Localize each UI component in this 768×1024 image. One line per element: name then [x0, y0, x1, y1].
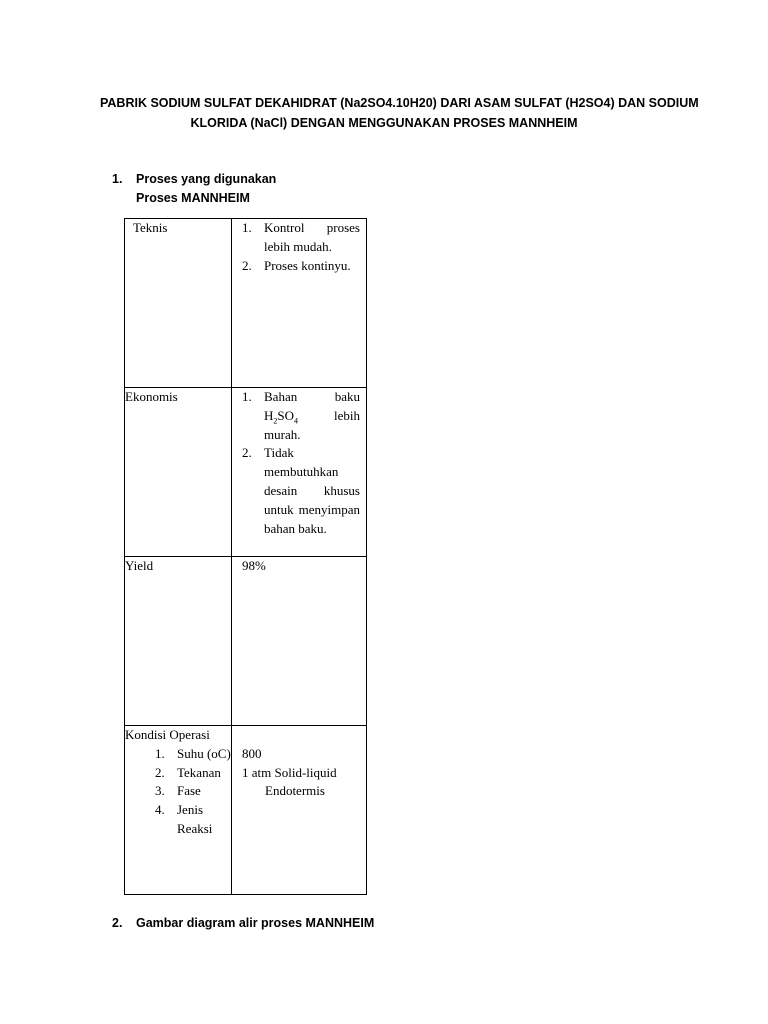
title-line-1: PABRIK SODIUM SULFAT DEKAHIDRAT (Na2SO4.10H20) DARI ASAM SULFAT (H2SO4) DAN SODIUM	[100, 96, 699, 110]
ekonomis-list	[232, 388, 366, 538]
section-2-number: 2.	[112, 916, 123, 930]
label-cell-teknis	[125, 219, 232, 388]
teknis-label: Teknis	[133, 220, 168, 235]
section-1-number: 1.	[112, 172, 123, 186]
value-cell-kondisi	[232, 726, 367, 895]
table-row-yield	[125, 557, 367, 726]
label-cell-ekonomis	[125, 388, 232, 557]
list-item: 4. Jenis Reaksi	[155, 802, 213, 836]
teknis-list	[232, 219, 366, 275]
kondisi-label: Kondisi Operasi	[125, 727, 210, 742]
list-item: 1. Kontrol proses lebih mudah.	[242, 220, 360, 254]
document-title	[100, 93, 699, 133]
table-row-kondisi	[125, 726, 367, 895]
table-row-teknis	[125, 219, 367, 388]
section-1-title: Proses yang digunakan	[136, 172, 277, 186]
list-item: 1. Bahan baku $H_2SO_4$ lebih murah.	[242, 389, 360, 442]
title-line-2: KLORIDA (NaCl) DENGAN MENGGUNAKAN PROSES MANNHEIM	[190, 116, 578, 130]
section-2-title: Gambar diagram alir proses MANNHEIM	[136, 916, 375, 930]
list-item: 1. Suhu (oC)	[155, 745, 231, 761]
list-item: 2. Tekanan	[155, 764, 221, 780]
list-item: 3. Fase	[155, 783, 201, 799]
table-row-ekonomis	[125, 388, 367, 557]
process-table	[124, 218, 367, 895]
label-cell-kondisi	[125, 726, 232, 895]
kondisi-list	[125, 745, 231, 839]
value-cell-yield	[232, 557, 367, 726]
list-item: 2. Proses kontinyu.	[242, 257, 351, 273]
tekanan-fase-value: 1 atm Solid-liquid	[242, 764, 337, 780]
yield-label: Yield	[125, 558, 154, 573]
suhu-value: 800	[242, 745, 262, 761]
yield-value: 98%	[242, 558, 266, 573]
label-cell-yield	[125, 557, 232, 726]
kondisi-values	[232, 726, 366, 801]
value-cell-teknis	[232, 219, 367, 388]
ekonomis-label: Ekonomis	[125, 389, 178, 404]
value-cell-ekonomis	[232, 388, 367, 557]
section-1-subheading: Proses MANNHEIM	[136, 191, 250, 205]
jenis-reaksi-value: Endotermis	[265, 783, 325, 799]
list-item: 2. Tidak membutuhkan desain khusus untuk menyimpan bahan baku.	[242, 445, 360, 536]
